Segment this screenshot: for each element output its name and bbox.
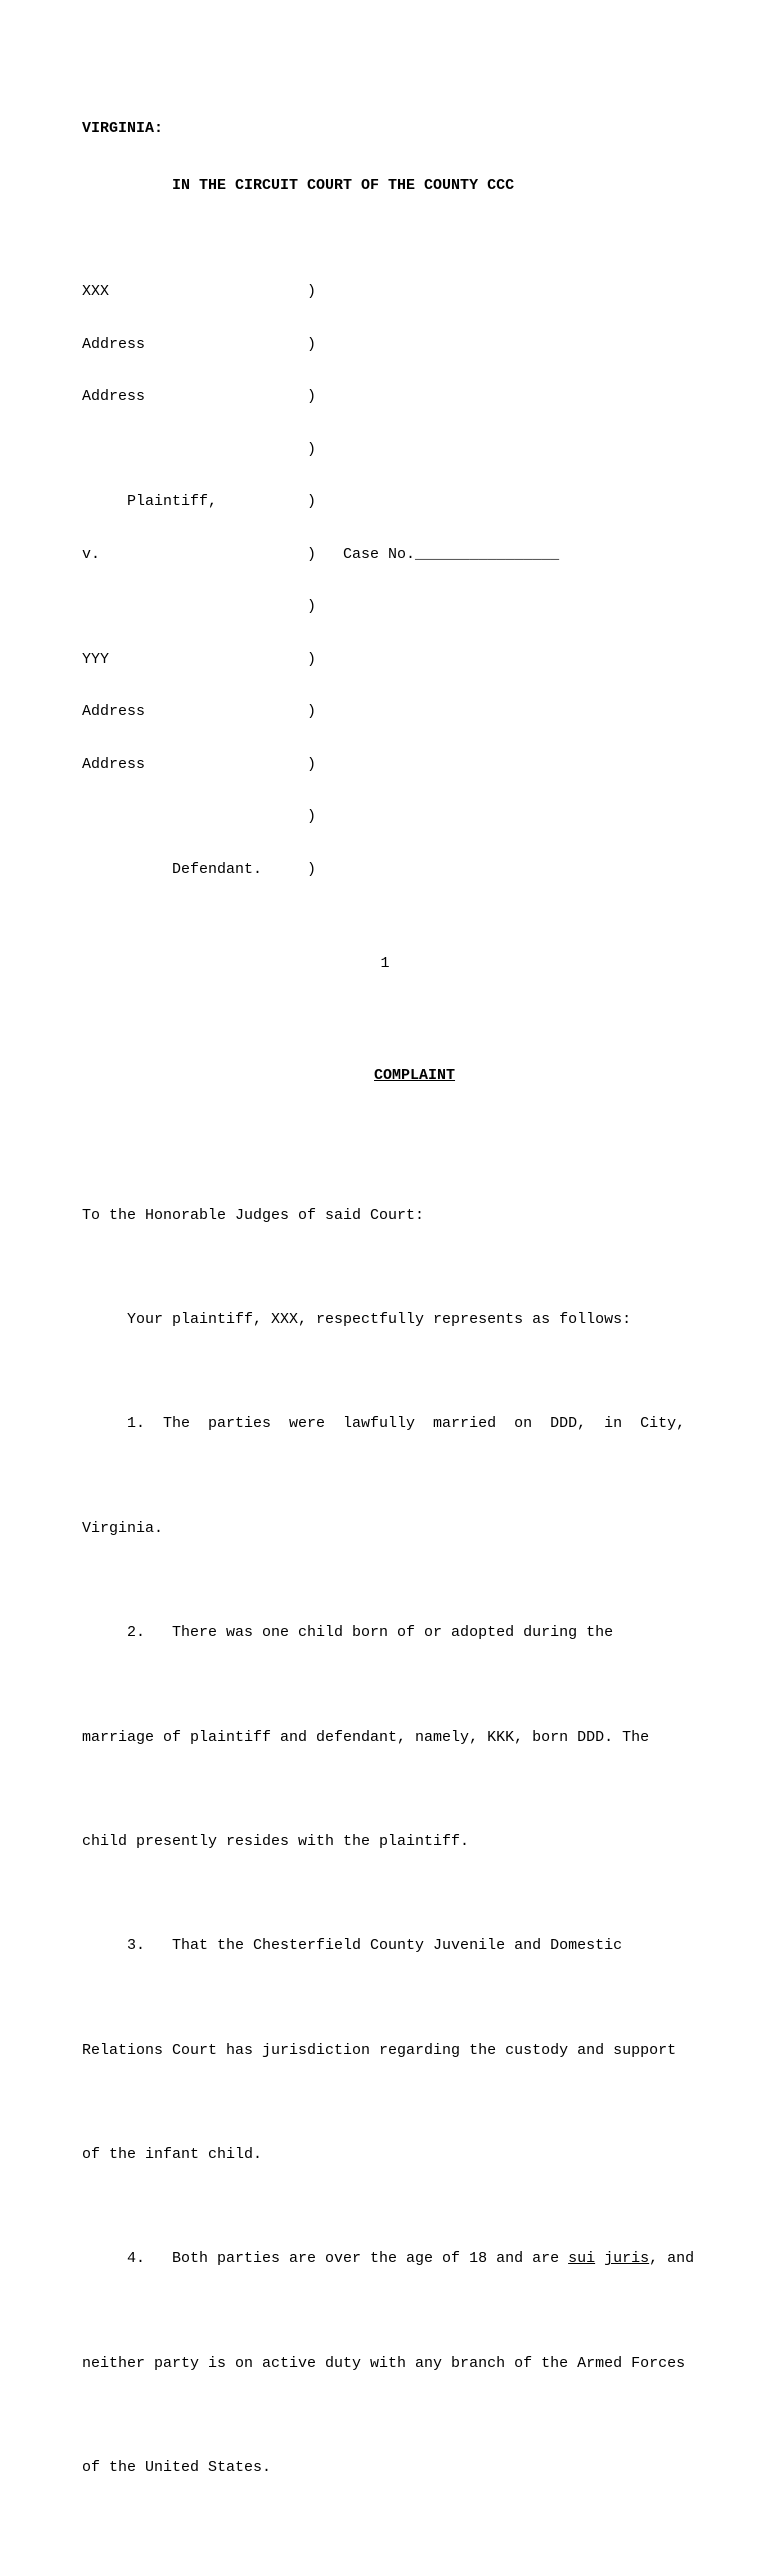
- caption-defendant-name: YYY ): [82, 650, 317, 668]
- body-paragraph-1-line-1: 1. The parties were lawfully married on DDD, in City,: [82, 1415, 686, 1433]
- body-paragraph-2-line-1: 2. There was one child born of or adopted during the: [82, 1624, 614, 1642]
- caption-defendant-address-1: Address ): [82, 703, 317, 720]
- caption-plaintiff-address-2: Address ): [82, 388, 317, 405]
- body-paragraph-3-line-1: 3. That the Chesterfield County Juvenile and Domestic: [82, 1937, 623, 1955]
- caption-spacer-line: ): [82, 440, 317, 458]
- body-paragraph-1-line-2: Virginia.: [82, 1519, 164, 1537]
- paragraph-4-suffix: , and: [649, 2250, 695, 2268]
- body-paragraph-2-line-2: marriage of plaintiff and defendant, namely, KKK, born DDD. The: [82, 1728, 650, 1746]
- body-paragraph-4-line-3: of the United States.: [82, 2459, 272, 2477]
- caption-plaintiff-address-1: Address ): [82, 335, 317, 353]
- body-intro-line: Your plaintiff, XXX, respectfully represents as follows:: [82, 1310, 632, 1328]
- complaint-body: [82, 955, 770, 2556]
- caption-spacer-line: ): [82, 598, 317, 615]
- page-footer: [0, 956, 770, 972]
- sui-juris-space: [595, 2250, 604, 2267]
- caption-spacer-line: ): [82, 808, 317, 825]
- caption-defendant-address-2: Address ): [82, 755, 317, 773]
- caption-plaintiff-label: Plaintiff, ): [82, 493, 317, 510]
- body-paragraph-2-line-3: child presently resides with the plaintiff.: [82, 1832, 470, 1850]
- body-salutation-line: To the Honorable Judges of said Court:: [82, 1206, 425, 1224]
- body-paragraph-3-line-2: Relations Court has jurisdiction regarding the custody and support: [82, 2041, 677, 2059]
- body-paragraph-3-line-3: of the infant child.: [82, 2146, 263, 2164]
- court-header: [82, 81, 770, 233]
- juris-term: juris: [604, 2250, 650, 2268]
- page-number: 1: [380, 955, 390, 972]
- body-paragraph-4-line-1: [82, 2242, 770, 2277]
- header-court-line: IN THE CIRCUIT COURT OF THE COUNTY CCC: [82, 177, 515, 194]
- case-caption-block: [82, 248, 770, 913]
- header-state-line: VIRGINIA:: [82, 120, 164, 137]
- caption-plaintiff-name: XXX ): [82, 283, 317, 300]
- complaint-title-line: [82, 1025, 770, 1129]
- complaint-title: COMPLAINT: [374, 1067, 456, 1085]
- caption-versus-case-number-line: v. ) Case No.________________: [82, 545, 560, 563]
- caption-defendant-label: Defendant. ): [82, 860, 317, 878]
- body-paragraph-4-line-2: neither party is on active duty with any branch of the Armed Forces: [82, 2354, 686, 2372]
- sui-term: sui: [568, 2250, 596, 2268]
- paragraph-4-prefix: 4. Both parties are over the age of 18 and are: [82, 2250, 569, 2268]
